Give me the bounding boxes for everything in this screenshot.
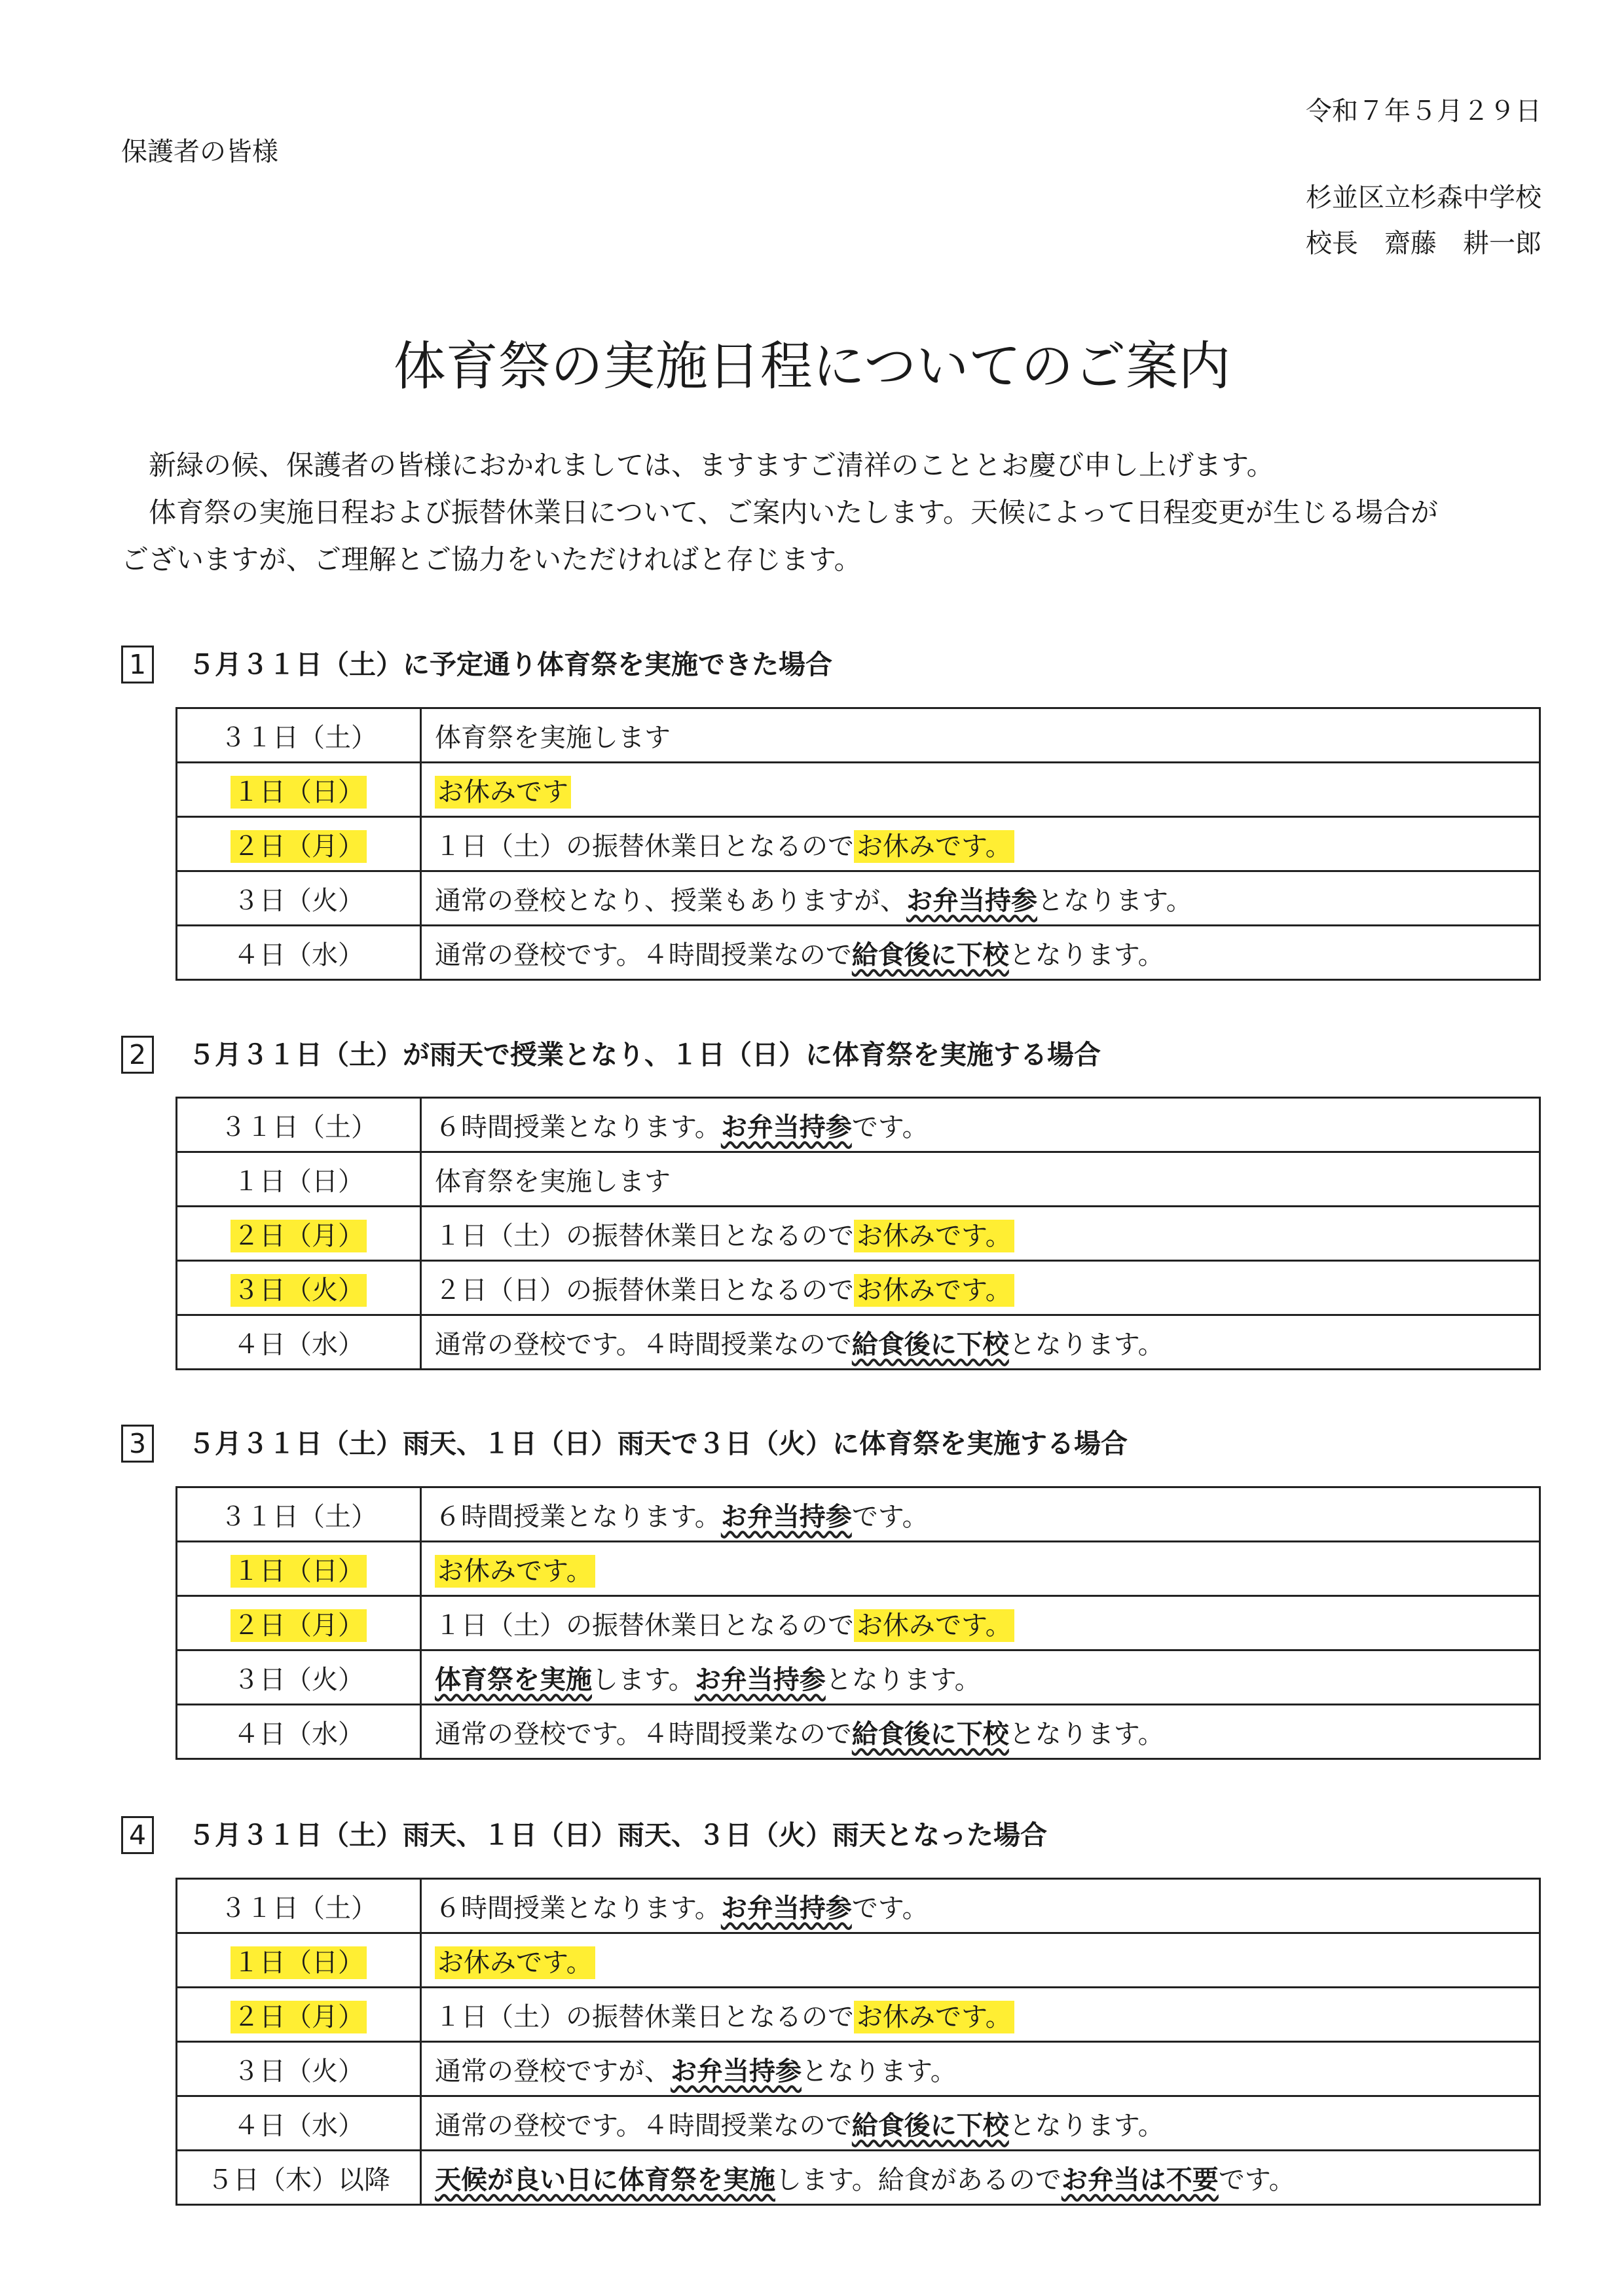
desc-text: 通常の登校ですが、 <box>435 2056 671 2086</box>
description-cell <box>421 1315 1540 1370</box>
intro-line: 新緑の候、保護者の皆様におかれましては、ますますご清祥のこととお慶び申し上げます。 <box>149 449 1274 481</box>
emphasis-text: お弁当持参 <box>671 2056 802 2086</box>
table-row <box>177 2096 1540 2151</box>
day-label: ４日（水） <box>233 939 364 970</box>
day-label: ３日（火） <box>233 2056 364 2086</box>
description-cell <box>421 708 1540 763</box>
description-cell <box>421 2042 1540 2096</box>
day-label: ３１日（土） <box>220 1893 377 1923</box>
day-cell <box>177 2151 421 2205</box>
section-2-heading <box>121 1033 1101 1074</box>
description-cell <box>421 1596 1540 1650</box>
day-label: ３日（火） <box>233 885 364 916</box>
desc-text: です。 <box>851 1112 929 1142</box>
section-1-table <box>175 707 1541 981</box>
emphasis-text: お弁当は不要 <box>1061 2164 1219 2195</box>
day-cell <box>177 1542 421 1596</box>
desc-text: となります。 <box>1008 1329 1164 1360</box>
holiday-text: お休みです。 <box>854 1609 1014 1642</box>
desc-text: １日（土）の振替休業日となるので <box>435 1610 854 1641</box>
day-label-highlighted: ２日（月） <box>231 1220 367 1252</box>
description-cell <box>421 763 1540 817</box>
section-number: 2 <box>121 1036 154 1074</box>
intro-line: 体育祭の実施日程および振替休業日について、ご案内いたします。天候によって日程変更が生じる場合が <box>149 496 1438 528</box>
school-name: 杉並区立杉森中学校 <box>1306 183 1541 213</box>
table-row <box>177 1933 1540 1988</box>
desc-text: １日（土）の振替休業日となるので <box>435 1220 854 1251</box>
holiday-text: お休みです。 <box>435 1555 595 1588</box>
section-heading-text: ５月３１日（土）に予定通り体育祭を実施できた場合 <box>188 649 832 680</box>
day-label: ５日（木）以降 <box>207 2164 390 2195</box>
day-label-highlighted: １日（日） <box>231 1555 367 1588</box>
emphasis-text: 給食後に下校 <box>851 1719 1009 1749</box>
table-row <box>177 871 1540 926</box>
section-4-heading <box>121 1813 1047 1854</box>
holiday-text: お休みです <box>435 776 571 809</box>
day-cell <box>177 1596 421 1650</box>
emphasis-text: お弁当持参 <box>906 885 1037 916</box>
desc-text: 体育祭を実施します <box>435 1166 671 1197</box>
desc-text: １日（土）の振替休業日となるので <box>435 831 854 862</box>
holiday-text: お休みです。 <box>854 1274 1014 1307</box>
desc-text: です。 <box>851 1893 929 1923</box>
description-cell <box>421 1988 1540 2042</box>
day-label: ３日（火） <box>233 1664 364 1695</box>
day-cell <box>177 708 421 763</box>
table-row <box>177 1207 1540 1261</box>
emphasis-text: お弁当持参 <box>720 1893 852 1923</box>
principal-name: 校長 齋藤 耕一郎 <box>1306 228 1541 259</box>
table-row <box>177 708 1540 763</box>
day-cell <box>177 1152 421 1207</box>
table-row <box>177 763 1540 817</box>
table-row <box>177 1596 1540 1650</box>
section-heading-text: ５月３１日（土）雨天、１日（日）雨天、３日（火）雨天となった場合 <box>188 1819 1047 1851</box>
table-row <box>177 1705 1540 1759</box>
desc-text: します。 <box>592 1664 695 1695</box>
section-3-heading <box>121 1422 1128 1463</box>
day-cell <box>177 1650 421 1705</box>
desc-text: となります。 <box>1037 885 1192 916</box>
desc-text: となります。 <box>802 2056 957 2086</box>
description-cell <box>421 1650 1540 1705</box>
table-row <box>177 1542 1540 1596</box>
intro-paragraph <box>121 442 1549 583</box>
emphasis-text: 給食後に下校 <box>851 2110 1009 2141</box>
description-cell <box>421 817 1540 871</box>
holiday-text: お休みです。 <box>854 830 1014 863</box>
section-number: 3 <box>121 1425 154 1463</box>
section-4-table <box>175 1878 1541 2206</box>
table-row <box>177 1098 1540 1152</box>
section-number: 4 <box>121 1816 154 1854</box>
day-cell <box>177 763 421 817</box>
emphasis-text: 天候が良い日に体育祭を実施 <box>435 2164 775 2195</box>
emphasis-text: 給食後に下校 <box>851 1329 1009 1360</box>
description-cell <box>421 926 1540 980</box>
description-cell <box>421 1542 1540 1596</box>
day-cell <box>177 1315 421 1370</box>
description-cell <box>421 1879 1540 1933</box>
description-cell <box>421 2096 1540 2151</box>
day-label-highlighted: ２日（月） <box>231 2001 367 2033</box>
desc-text: 通常の登校です。４時間授業なので <box>435 1329 852 1360</box>
day-cell <box>177 2042 421 2096</box>
description-cell <box>421 1207 1540 1261</box>
day-cell <box>177 1705 421 1759</box>
desc-text: 通常の登校となり、授業もありますが、 <box>435 885 906 916</box>
document-date: 令和７年５月２９日 <box>1306 96 1541 126</box>
table-row <box>177 1650 1540 1705</box>
section-2-table <box>175 1097 1541 1370</box>
description-cell <box>421 1487 1540 1542</box>
day-label-highlighted: １日（日） <box>231 1946 367 1979</box>
day-cell <box>177 1261 421 1315</box>
desc-text: です。 <box>851 1501 929 1532</box>
day-label-highlighted: ２日（月） <box>231 1609 367 1642</box>
desc-text: です。 <box>1218 2164 1295 2195</box>
day-label: ４日（水） <box>233 1329 364 1360</box>
table-row <box>177 817 1540 871</box>
desc-text: ６時間授業となります。 <box>435 1501 721 1532</box>
emphasis-text: お弁当持参 <box>720 1501 852 1532</box>
desc-text: します。給食があるので <box>775 2164 1061 2195</box>
day-label: ４日（水） <box>233 1719 364 1749</box>
section-1-heading <box>121 643 832 683</box>
description-cell <box>421 871 1540 926</box>
day-cell <box>177 926 421 980</box>
table-row <box>177 1152 1540 1207</box>
table-row <box>177 1261 1540 1315</box>
description-cell <box>421 1933 1540 1988</box>
day-cell <box>177 2096 421 2151</box>
desc-text: 通常の登校です。４時間授業なので <box>435 2110 852 2141</box>
day-cell <box>177 1207 421 1261</box>
day-label: ３１日（土） <box>220 722 377 753</box>
emphasis-text: お弁当持参 <box>694 1664 826 1695</box>
holiday-text: お休みです。 <box>854 2001 1014 2033</box>
desc-text: 体育祭を実施します <box>435 722 671 753</box>
day-cell <box>177 1098 421 1152</box>
description-cell <box>421 1705 1540 1759</box>
desc-text: ２日（日）の振替休業日となるので <box>435 1275 854 1305</box>
description-cell <box>421 1098 1540 1152</box>
desc-text: となります。 <box>825 1664 981 1695</box>
day-label: ３１日（土） <box>220 1501 377 1532</box>
section-3-table <box>175 1486 1541 1760</box>
day-label-highlighted: ２日（月） <box>231 830 367 863</box>
section-heading-text: ５月３１日（土）が雨天で授業となり、１日（日）に体育祭を実施する場合 <box>188 1039 1101 1070</box>
desc-text: ６時間授業となります。 <box>435 1112 721 1142</box>
recipient: 保護者の皆様 <box>121 137 278 167</box>
desc-text: となります。 <box>1008 939 1164 970</box>
desc-text: となります。 <box>1008 1719 1164 1749</box>
table-row <box>177 1487 1540 1542</box>
day-label-highlighted: １日（日） <box>231 776 367 809</box>
holiday-text: お休みです。 <box>435 1946 595 1979</box>
table-row <box>177 1988 1540 2042</box>
table-row <box>177 926 1540 980</box>
day-label-highlighted: ３日（火） <box>231 1274 367 1307</box>
desc-text: 通常の登校です。４時間授業なので <box>435 939 852 970</box>
table-row <box>177 2042 1540 2096</box>
intro-line: ございますが、ご理解とご協力をいただければと存じます。 <box>121 543 862 575</box>
emphasis-text: 体育祭を実施 <box>435 1664 592 1695</box>
day-label: １日（日） <box>233 1166 364 1197</box>
desc-text: １日（土）の振替休業日となるので <box>435 2001 854 2032</box>
emphasis-text: お弁当持参 <box>720 1112 852 1142</box>
description-cell <box>421 1152 1540 1207</box>
day-label: ３１日（土） <box>220 1112 377 1142</box>
day-cell <box>177 1487 421 1542</box>
desc-text: 通常の登校です。４時間授業なので <box>435 1719 852 1749</box>
section-heading-text: ５月３１日（土）雨天、１日（日）雨天で３日（火）に体育祭を実施する場合 <box>188 1428 1128 1459</box>
table-row <box>177 1315 1540 1370</box>
description-cell <box>421 2151 1540 2205</box>
day-cell <box>177 1988 421 2042</box>
page-title: 体育祭の実施日程についてのご案内 <box>393 336 1231 397</box>
day-label: ４日（水） <box>233 2110 364 2141</box>
emphasis-text: 給食後に下校 <box>851 939 1009 970</box>
holiday-text: お休みです。 <box>854 1220 1014 1252</box>
day-cell <box>177 1879 421 1933</box>
description-cell <box>421 1261 1540 1315</box>
day-cell <box>177 1933 421 1988</box>
day-cell <box>177 817 421 871</box>
table-row <box>177 2151 1540 2205</box>
desc-text: ６時間授業となります。 <box>435 1893 721 1923</box>
table-row <box>177 1879 1540 1933</box>
desc-text: となります。 <box>1008 2110 1164 2141</box>
day-cell <box>177 871 421 926</box>
section-number: 1 <box>121 646 154 683</box>
